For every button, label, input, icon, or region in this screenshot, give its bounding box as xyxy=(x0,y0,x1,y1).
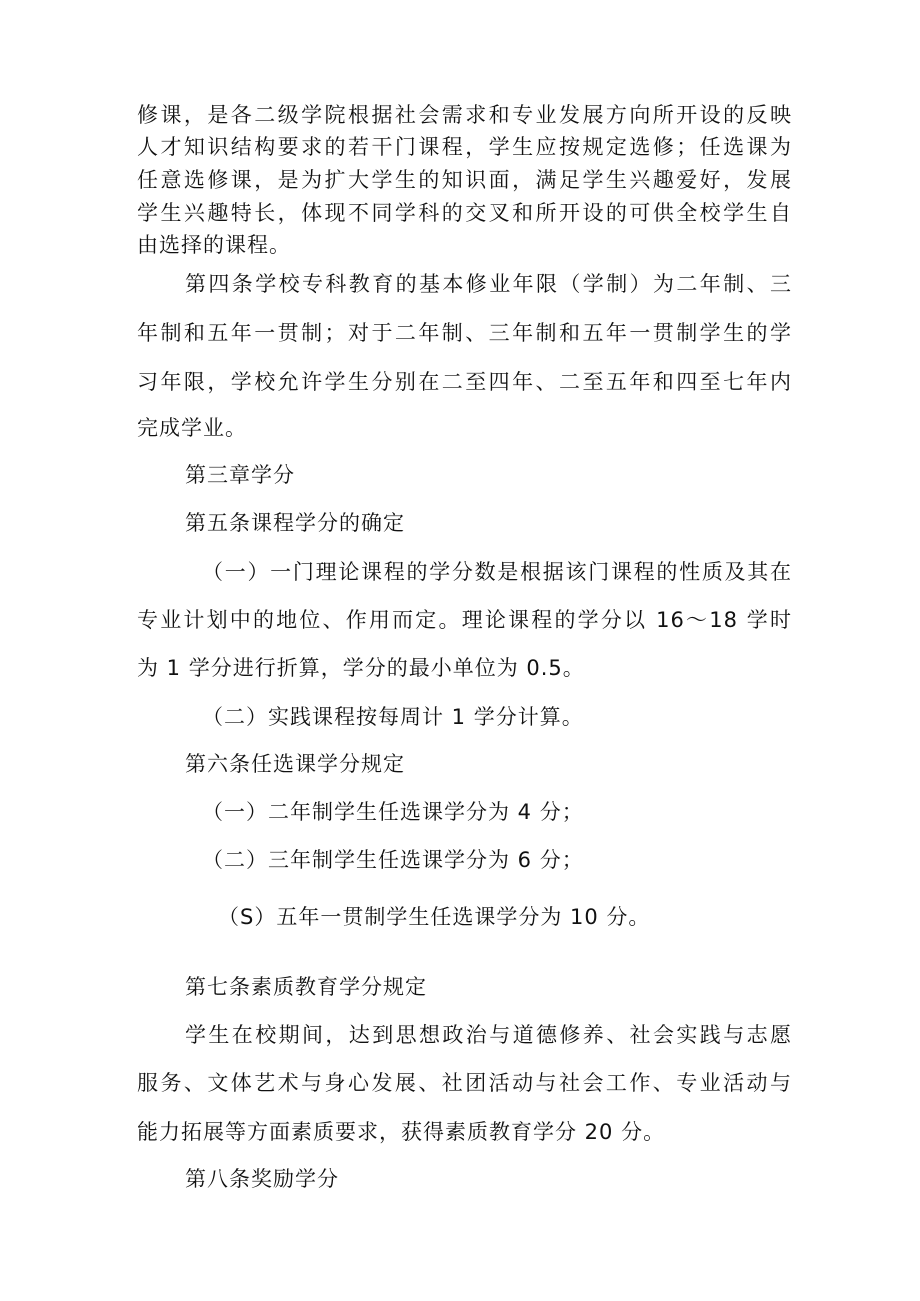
body-text-line: 学生兴趣特长，体现不同学科的交叉和所开设的可供全校学生自 xyxy=(137,201,792,225)
article-text-line: 第四条学校专科教育的基本修业年限（学制）为二年制、三 xyxy=(185,272,792,296)
clause-text-line: （二）实践课程按每周计 1 学分计算。 xyxy=(202,705,584,729)
article-heading: 第七条素质教育学分规定 xyxy=(185,975,427,999)
clause-text-line: （S）五年一贯制学生任选课学分为 10 分。 xyxy=(218,905,651,929)
body-text-line: 学生在校期间，达到思想政治与道德修养、社会实践与志愿 xyxy=(185,1023,792,1047)
body-text-line: 由选择的课程。 xyxy=(137,233,291,257)
body-text-line: 完成学业。 xyxy=(137,416,247,440)
article-heading: 第六条任选课学分规定 xyxy=(185,752,405,776)
body-text-line: 为 1 学分进行折算，学分的最小单位为 0.5。 xyxy=(137,656,585,680)
body-text-line: 服务、文体艺术与身心发展、社团活动与社会工作、专业活动与 xyxy=(137,1071,792,1095)
clause-text-line: （二）三年制学生任选课学分为 6 分； xyxy=(202,848,584,872)
body-text-line: 人才知识结构要求的若干门课程，学生应按规定选修；任选课为 xyxy=(137,135,792,159)
clause-text-line: （一）一门理论课程的学分数是根据该门课程的性质及其在 xyxy=(202,560,792,584)
body-text-line: 年制和五年一贯制；对于二年制、三年制和五年一贯制学生的学 xyxy=(137,321,792,345)
article-heading: 第八条奖励学分 xyxy=(185,1167,339,1191)
clause-text-line: （一）二年制学生任选课学分为 4 分； xyxy=(202,800,584,824)
body-text-line: 修课，是各二级学院根据社会需求和专业发展方向所开设的反映 xyxy=(137,103,792,127)
body-text-line: 任意选修课，是为扩大学生的知识面，满足学生兴趣爱好，发展 xyxy=(137,168,792,192)
article-heading: 第五条课程学分的确定 xyxy=(185,511,405,535)
body-text-line: 能力拓展等方面素质要求，获得素质教育学分 20 分。 xyxy=(137,1120,666,1144)
body-text-line: 习年限，学校允许学生分别在二至四年、二至五年和四至七年内 xyxy=(137,370,792,394)
chapter-heading: 第三章学分 xyxy=(185,463,295,487)
body-text-line: 专业计划中的地位、作用而定。理论课程的学分以 16～18 学时 xyxy=(137,608,792,632)
